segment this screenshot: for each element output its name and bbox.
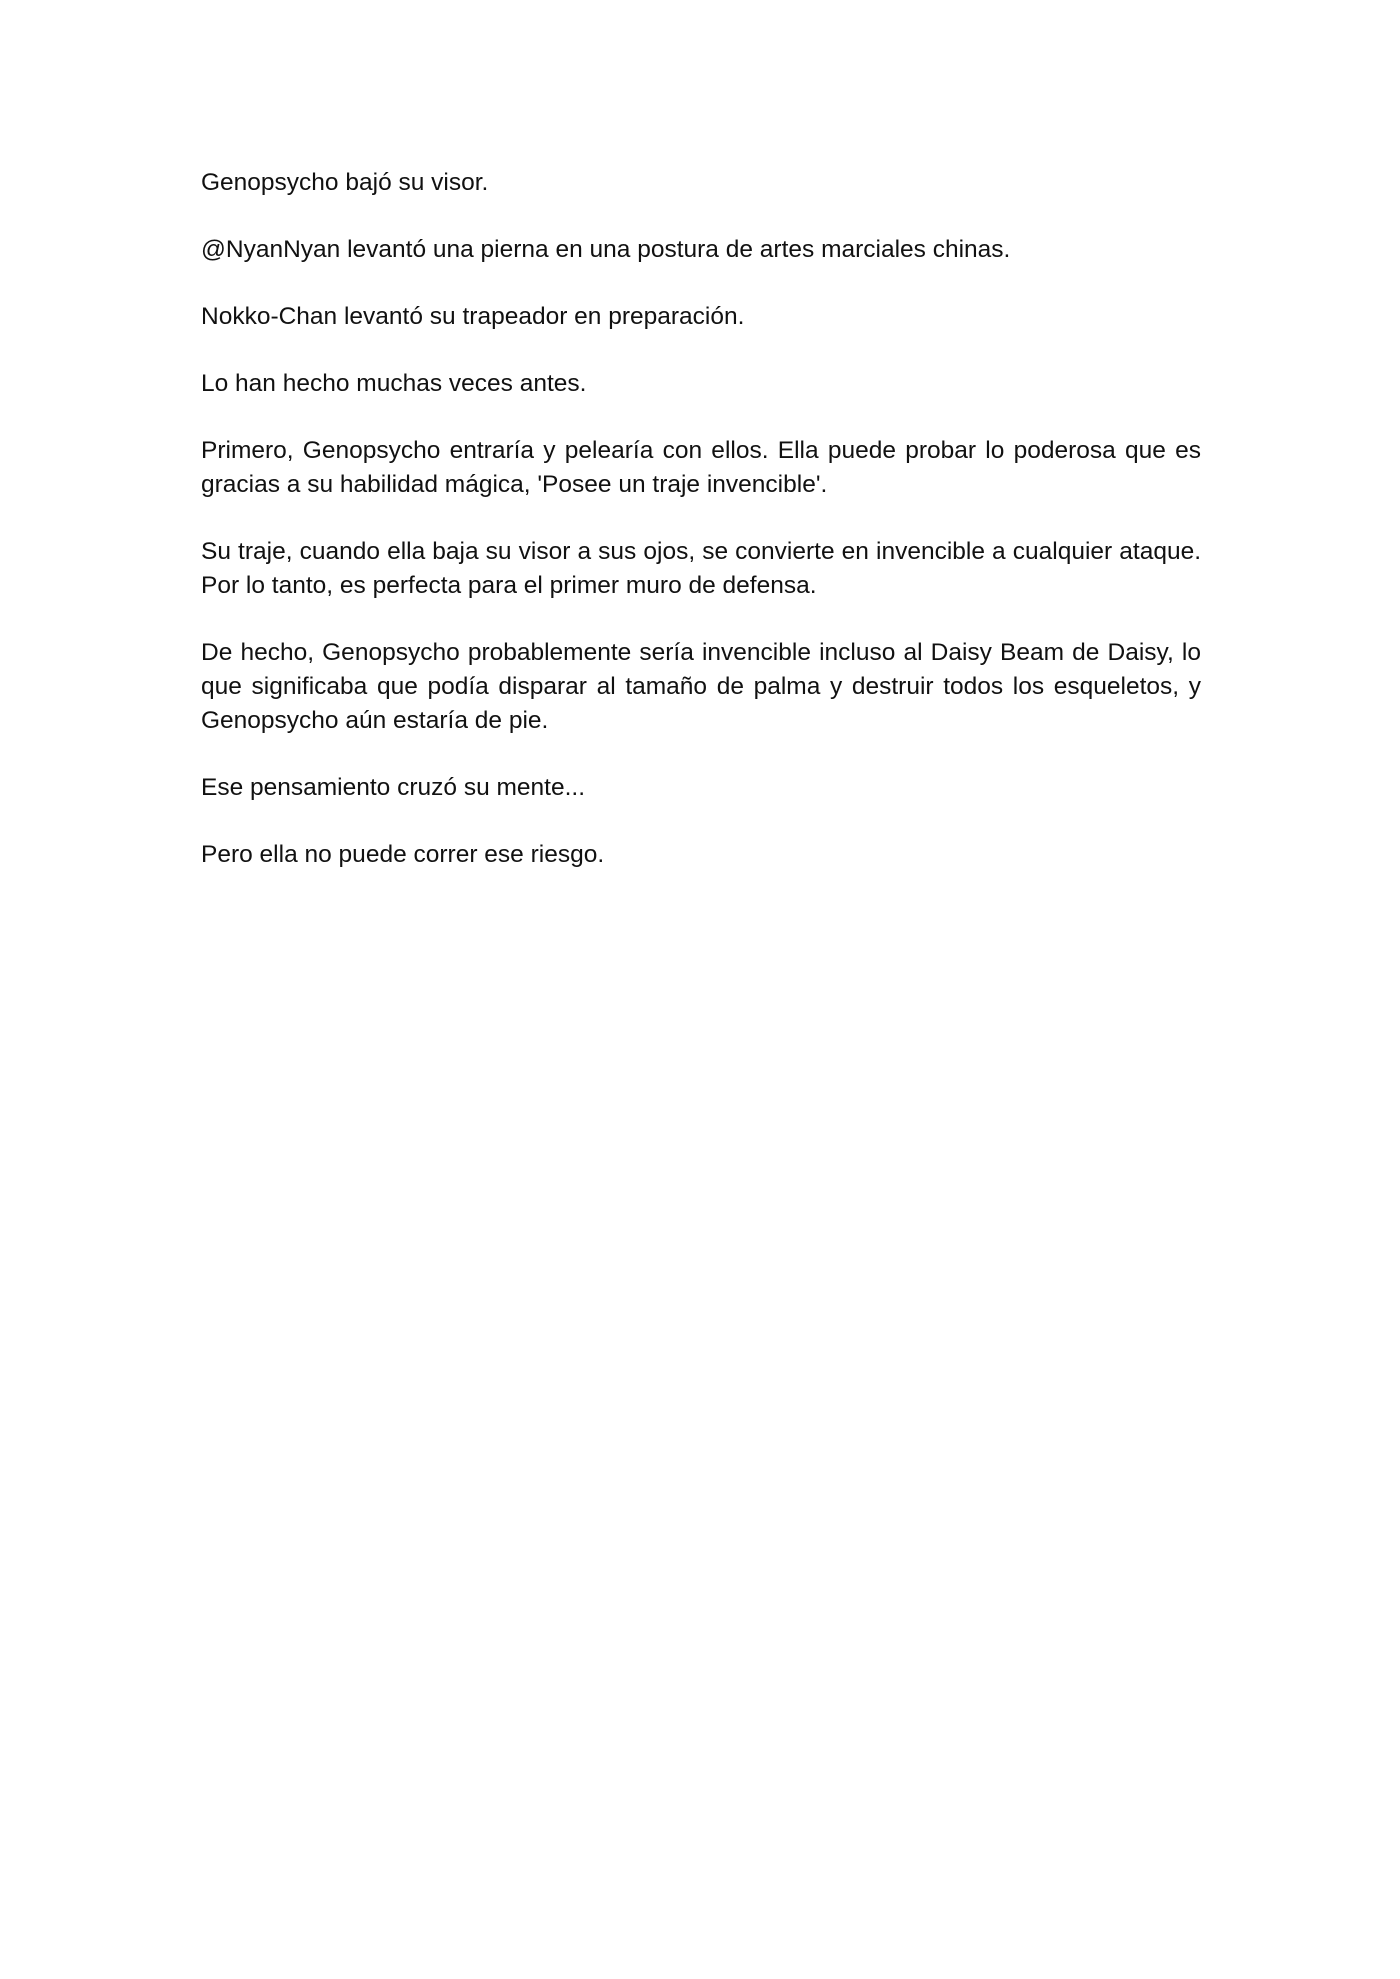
paragraph-1: Genopsycho bajó su visor. xyxy=(201,169,489,196)
paragraph-5: Primero, Genopsycho entraría y pelearía con ellos. Ella puede probar lo poderosa que es gracias a su habilidad mágica, 'Posee un traje invencible'. xyxy=(201,437,1201,498)
paragraph-9: Pero ella no puede correr ese riesgo. xyxy=(201,841,605,868)
document-body xyxy=(201,166,1201,905)
paragraph-4: Lo han hecho muchas veces antes. xyxy=(201,370,587,397)
paragraph-3: Nokko-Chan levantó su trapeador en preparación. xyxy=(201,303,745,330)
paragraph-6: Su traje, cuando ella baja su visor a sus ojos, se convierte en invencible a cualquier ataque. Por lo tanto, es perfecta para el primer muro de defensa. xyxy=(201,538,1201,599)
paragraph-7: De hecho, Genopsycho probablemente sería invencible incluso al Daisy Beam de Daisy, lo que significaba que podía disparar al tamaño de palma y destruir todos los esqueletos, y Genopsycho aún estaría de pie. xyxy=(201,639,1201,734)
paragraph-2: @NyanNyan levantó una pierna en una postura de artes marciales chinas. xyxy=(201,236,1011,263)
paragraph-8: Ese pensamiento cruzó su mente... xyxy=(201,774,586,801)
